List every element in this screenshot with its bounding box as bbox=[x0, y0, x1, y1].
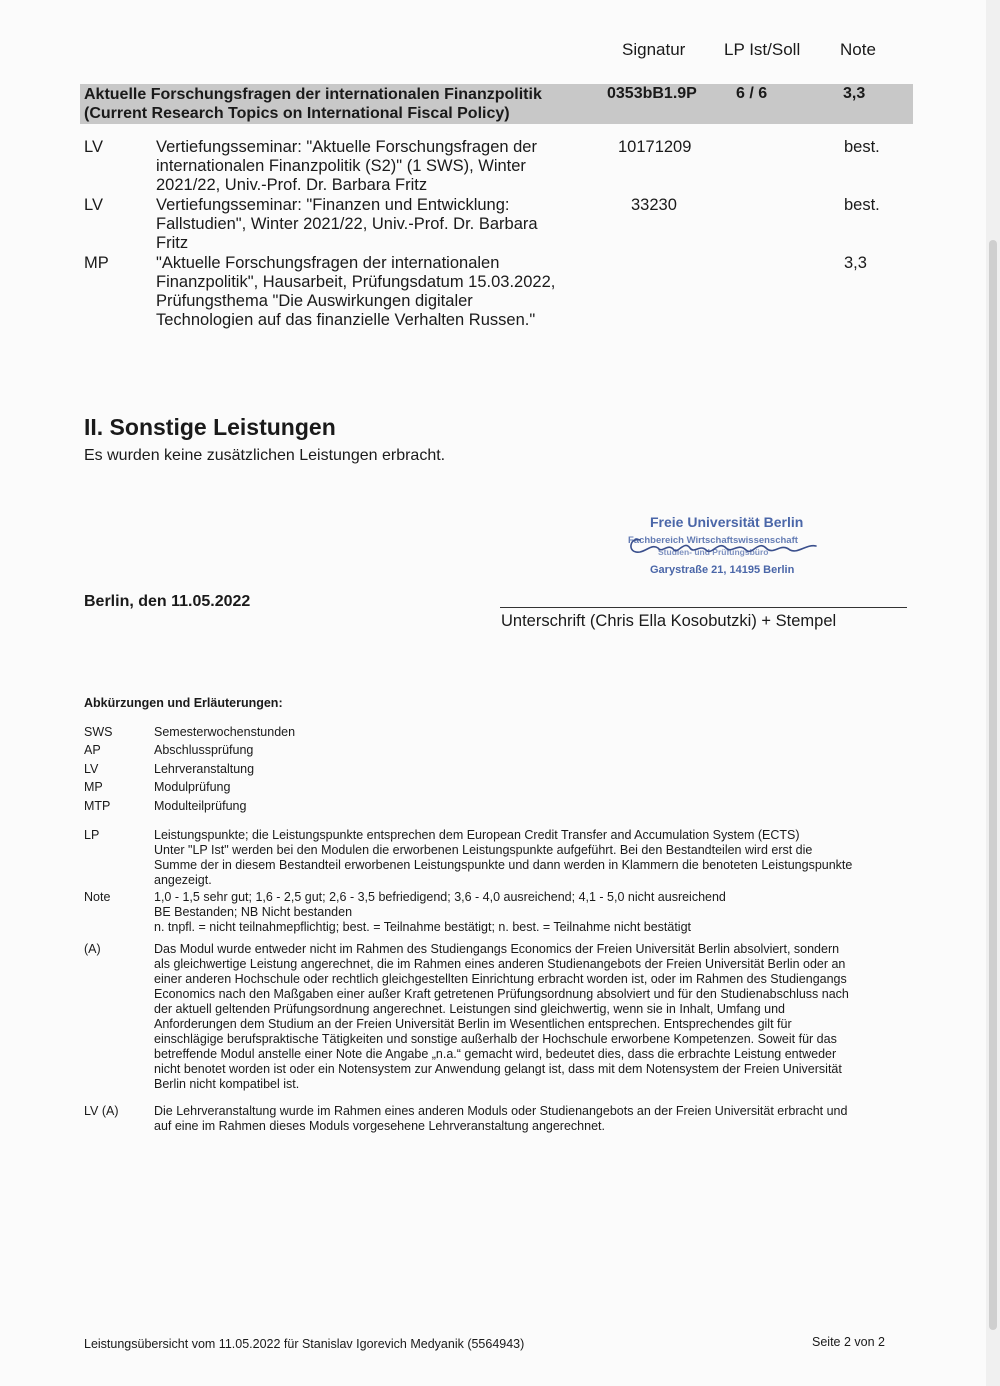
row-description-line: 2021/22, Univ.-Prof. Dr. Barbara Fritz bbox=[156, 176, 428, 194]
row-note: best. bbox=[844, 196, 880, 214]
signature-caption: Unterschrift (Chris Ella Kosobutzki) + Stempel bbox=[501, 612, 837, 630]
abbr-value bbox=[154, 762, 894, 777]
abbr-value-line: Modulteilprüfung bbox=[154, 799, 247, 813]
section-title: II. Sonstige Leistungen bbox=[84, 414, 336, 440]
stamp-line-3: Studien- und Prüfungsbüro bbox=[658, 547, 769, 557]
header-note: Note bbox=[840, 40, 876, 59]
place-date: Berlin, den 11.05.2022 bbox=[84, 593, 251, 610]
module-lp: 6 / 6 bbox=[736, 85, 768, 102]
row-type: LV bbox=[84, 138, 103, 156]
row-type: MP bbox=[84, 254, 109, 272]
abbr-value bbox=[154, 890, 894, 935]
abbr-value bbox=[154, 942, 894, 1092]
abbr-value-line: Summe der in diesem Bestandteil erworbenen Leistungspunkte und dann werden in Klammern die benoteten Leistungspunkte bbox=[154, 858, 853, 872]
abbr-key: Note bbox=[84, 890, 111, 904]
row-description-line: Finanzpolitik", Hausarbeit, Prüfungsdatum 15.03.2022, bbox=[156, 273, 556, 291]
abbr-value-line: einschlägige berufspraktische Tätigkeiten und sonstige außerhalb der Hochschule erworbene Kompetenzen. Soweit für das bbox=[154, 1032, 837, 1046]
row-note: 3,3 bbox=[844, 254, 867, 272]
abbr-value bbox=[154, 725, 894, 740]
abbr-value-line: Economics nach den Maßgaben einer außer Kraft getretenen Prüfungsordnung absolviert und für den Studienabschluss nach bbox=[154, 987, 849, 1001]
abbr-value-line: angezeigt. bbox=[154, 873, 212, 887]
row-description-line: Fallstudien", Winter 2021/22, Univ.-Prof. Dr. Barbara bbox=[156, 215, 538, 233]
abbr-key: LV (A) bbox=[84, 1104, 119, 1118]
abbr-value bbox=[154, 780, 894, 795]
abbr-key: LP bbox=[84, 828, 100, 842]
row-note: best. bbox=[844, 138, 880, 156]
abbr-key: MP bbox=[84, 780, 103, 794]
abbr-value-line: Unter "LP Ist" werden bei den Modulen die erworbenen Leistungspunkte aufgeführt. Bei den Bestandteilen wird erst die bbox=[154, 843, 813, 857]
abbr-value-line: einer anderen Hochschule oder rechtlich gleichgestellten Einrichtung erbracht worden ist, oder im Rahmen des Studiengangs bbox=[154, 972, 847, 986]
row-signatur: 10171209 bbox=[618, 138, 692, 156]
signature-line bbox=[500, 607, 907, 608]
module-title-de: Aktuelle Forschungsfragen der internationalen Finanzpolitik bbox=[84, 86, 542, 103]
abbr-value bbox=[154, 828, 894, 888]
row-description-line: internationalen Finanzpolitik (S2)" (1 SWS), Winter bbox=[156, 157, 526, 175]
abbr-key: (A) bbox=[84, 942, 101, 956]
abbr-value-line: betreffende Modul anstelle einer Note die Angabe „n.a.“ gemacht wird, bedeutet dies, dass die erbrachte Leistung entweder bbox=[154, 1047, 837, 1061]
row-description-line: Technologien auf das finanzielle Verhalten Russen." bbox=[156, 311, 536, 329]
footer-document-info: Leistungsübersicht vom 11.05.2022 für Stanislav Igorevich Medyanik (5564943) bbox=[84, 1337, 525, 1351]
module-title bbox=[84, 85, 594, 123]
abbr-value-line: Leistungspunkte; die Leistungspunkte entsprechen dem European Credit Transfer and Accumulation System (ECTS) bbox=[154, 828, 800, 842]
abbr-value-line: Abschlussprüfung bbox=[154, 743, 254, 757]
abbr-value-line: Semesterwochenstunden bbox=[154, 725, 296, 739]
abbreviations-heading: Abkürzungen und Erläuterungen: bbox=[84, 696, 283, 710]
row-description-line: "Aktuelle Forschungsfragen der internationalen bbox=[156, 254, 500, 272]
abbr-key: LV bbox=[84, 762, 99, 776]
stamp-line-1: Freie Universität Berlin bbox=[650, 514, 804, 530]
header-signatur: Signatur bbox=[622, 40, 686, 59]
abbr-value bbox=[154, 1104, 894, 1134]
stamp-line-4: Garystraße 21, 14195 Berlin bbox=[650, 564, 795, 576]
abbr-value-line: Berlin nicht kompatibel ist. bbox=[154, 1077, 300, 1091]
abbr-value bbox=[154, 799, 894, 814]
row-description-line: Vertiefungsseminar: "Aktuelle Forschungsfragen der bbox=[156, 138, 537, 156]
abbr-value-line: Modulprüfung bbox=[154, 780, 231, 794]
abbr-value-line: auf eine im Rahmen dieses Moduls vorgesehene Lehrveranstaltung angerechnet. bbox=[154, 1119, 605, 1133]
abbr-key: SWS bbox=[84, 725, 113, 739]
header-lp: LP Ist/Soll bbox=[724, 40, 801, 59]
row-description bbox=[156, 138, 576, 195]
section-text: Es wurden keine zusätzlichen Leistungen erbracht. bbox=[84, 447, 446, 464]
stamp-line-2: Fachbereich Wirtschaftswissenschaft bbox=[628, 535, 798, 546]
row-signatur: 33230 bbox=[631, 196, 677, 214]
abbr-value-line: der aktuell geltenden Prüfungsordnung angerechnet. Leistungen sind gleichwertig, wenn sie in Inhalt, Umfang und bbox=[154, 1002, 785, 1016]
row-type: LV bbox=[84, 196, 103, 214]
abbr-value-line: nicht benotet worden ist oder ein Notensystem zur Anwendung gelangt ist, dass mit dem Notensystem der Freien Universität bbox=[154, 1062, 842, 1076]
module-note: 3,3 bbox=[843, 85, 866, 102]
row-description bbox=[156, 254, 576, 330]
abbr-value-line: Das Modul wurde entweder nicht im Rahmen des Studiengangs Economics der Freien Universität Berlin absolviert, sondern bbox=[154, 942, 840, 956]
page-number: Seite 2 von 2 bbox=[812, 1335, 885, 1349]
abbr-value-line: BE Bestanden; NB Nicht bestanden bbox=[154, 905, 353, 919]
module-signatur: 0353bB1.9P bbox=[607, 85, 697, 102]
abbr-value-line: Lehrveranstaltung bbox=[154, 762, 255, 776]
vertical-scrollbar[interactable] bbox=[986, 0, 1000, 1386]
abbr-key: AP bbox=[84, 743, 101, 757]
abbr-value-line: n. tnpfl. = nicht teilnahmepflichtig; best. = Teilnahme bestätigt; n. best. = Teilnahme nicht bestätigt bbox=[154, 920, 692, 934]
abbr-value-line: Die Lehrveranstaltung wurde im Rahmen eines anderen Moduls oder Studienangebots an der Freien Universität erbracht und bbox=[154, 1104, 848, 1118]
abbr-key: MTP bbox=[84, 799, 111, 813]
row-description-line: Vertiefungsseminar: "Finanzen und Entwicklung: bbox=[156, 196, 510, 214]
abbr-value-line: Anforderungen dem Studium an der Freien Universität Berlin im Wesentlichen entsprechen. Entsprechendes gilt für bbox=[154, 1017, 792, 1031]
abbr-value-line: als gleichwertige Leistung angerechnet, die im Rahmen eines anderen Studienangebots der Freien Universität Berlin oder an bbox=[154, 957, 846, 971]
row-description bbox=[156, 196, 576, 253]
row-description-line: Fritz bbox=[156, 234, 189, 252]
scrollbar-thumb[interactable] bbox=[989, 240, 997, 1330]
module-title-en: (Current Research Topics on International Fiscal Policy) bbox=[84, 105, 510, 122]
row-description-line: Prüfungsthema "Die Auswirkungen digitaler bbox=[156, 292, 473, 310]
abbr-value-line: 1,0 - 1,5 sehr gut; 1,6 - 2,5 gut; 2,6 - 3,5 befriedigend; 3,6 - 4,0 ausreichend; 4,1 - 5,0 nicht ausreichend bbox=[154, 890, 726, 904]
abbr-value bbox=[154, 743, 894, 758]
official-stamp bbox=[618, 510, 850, 584]
